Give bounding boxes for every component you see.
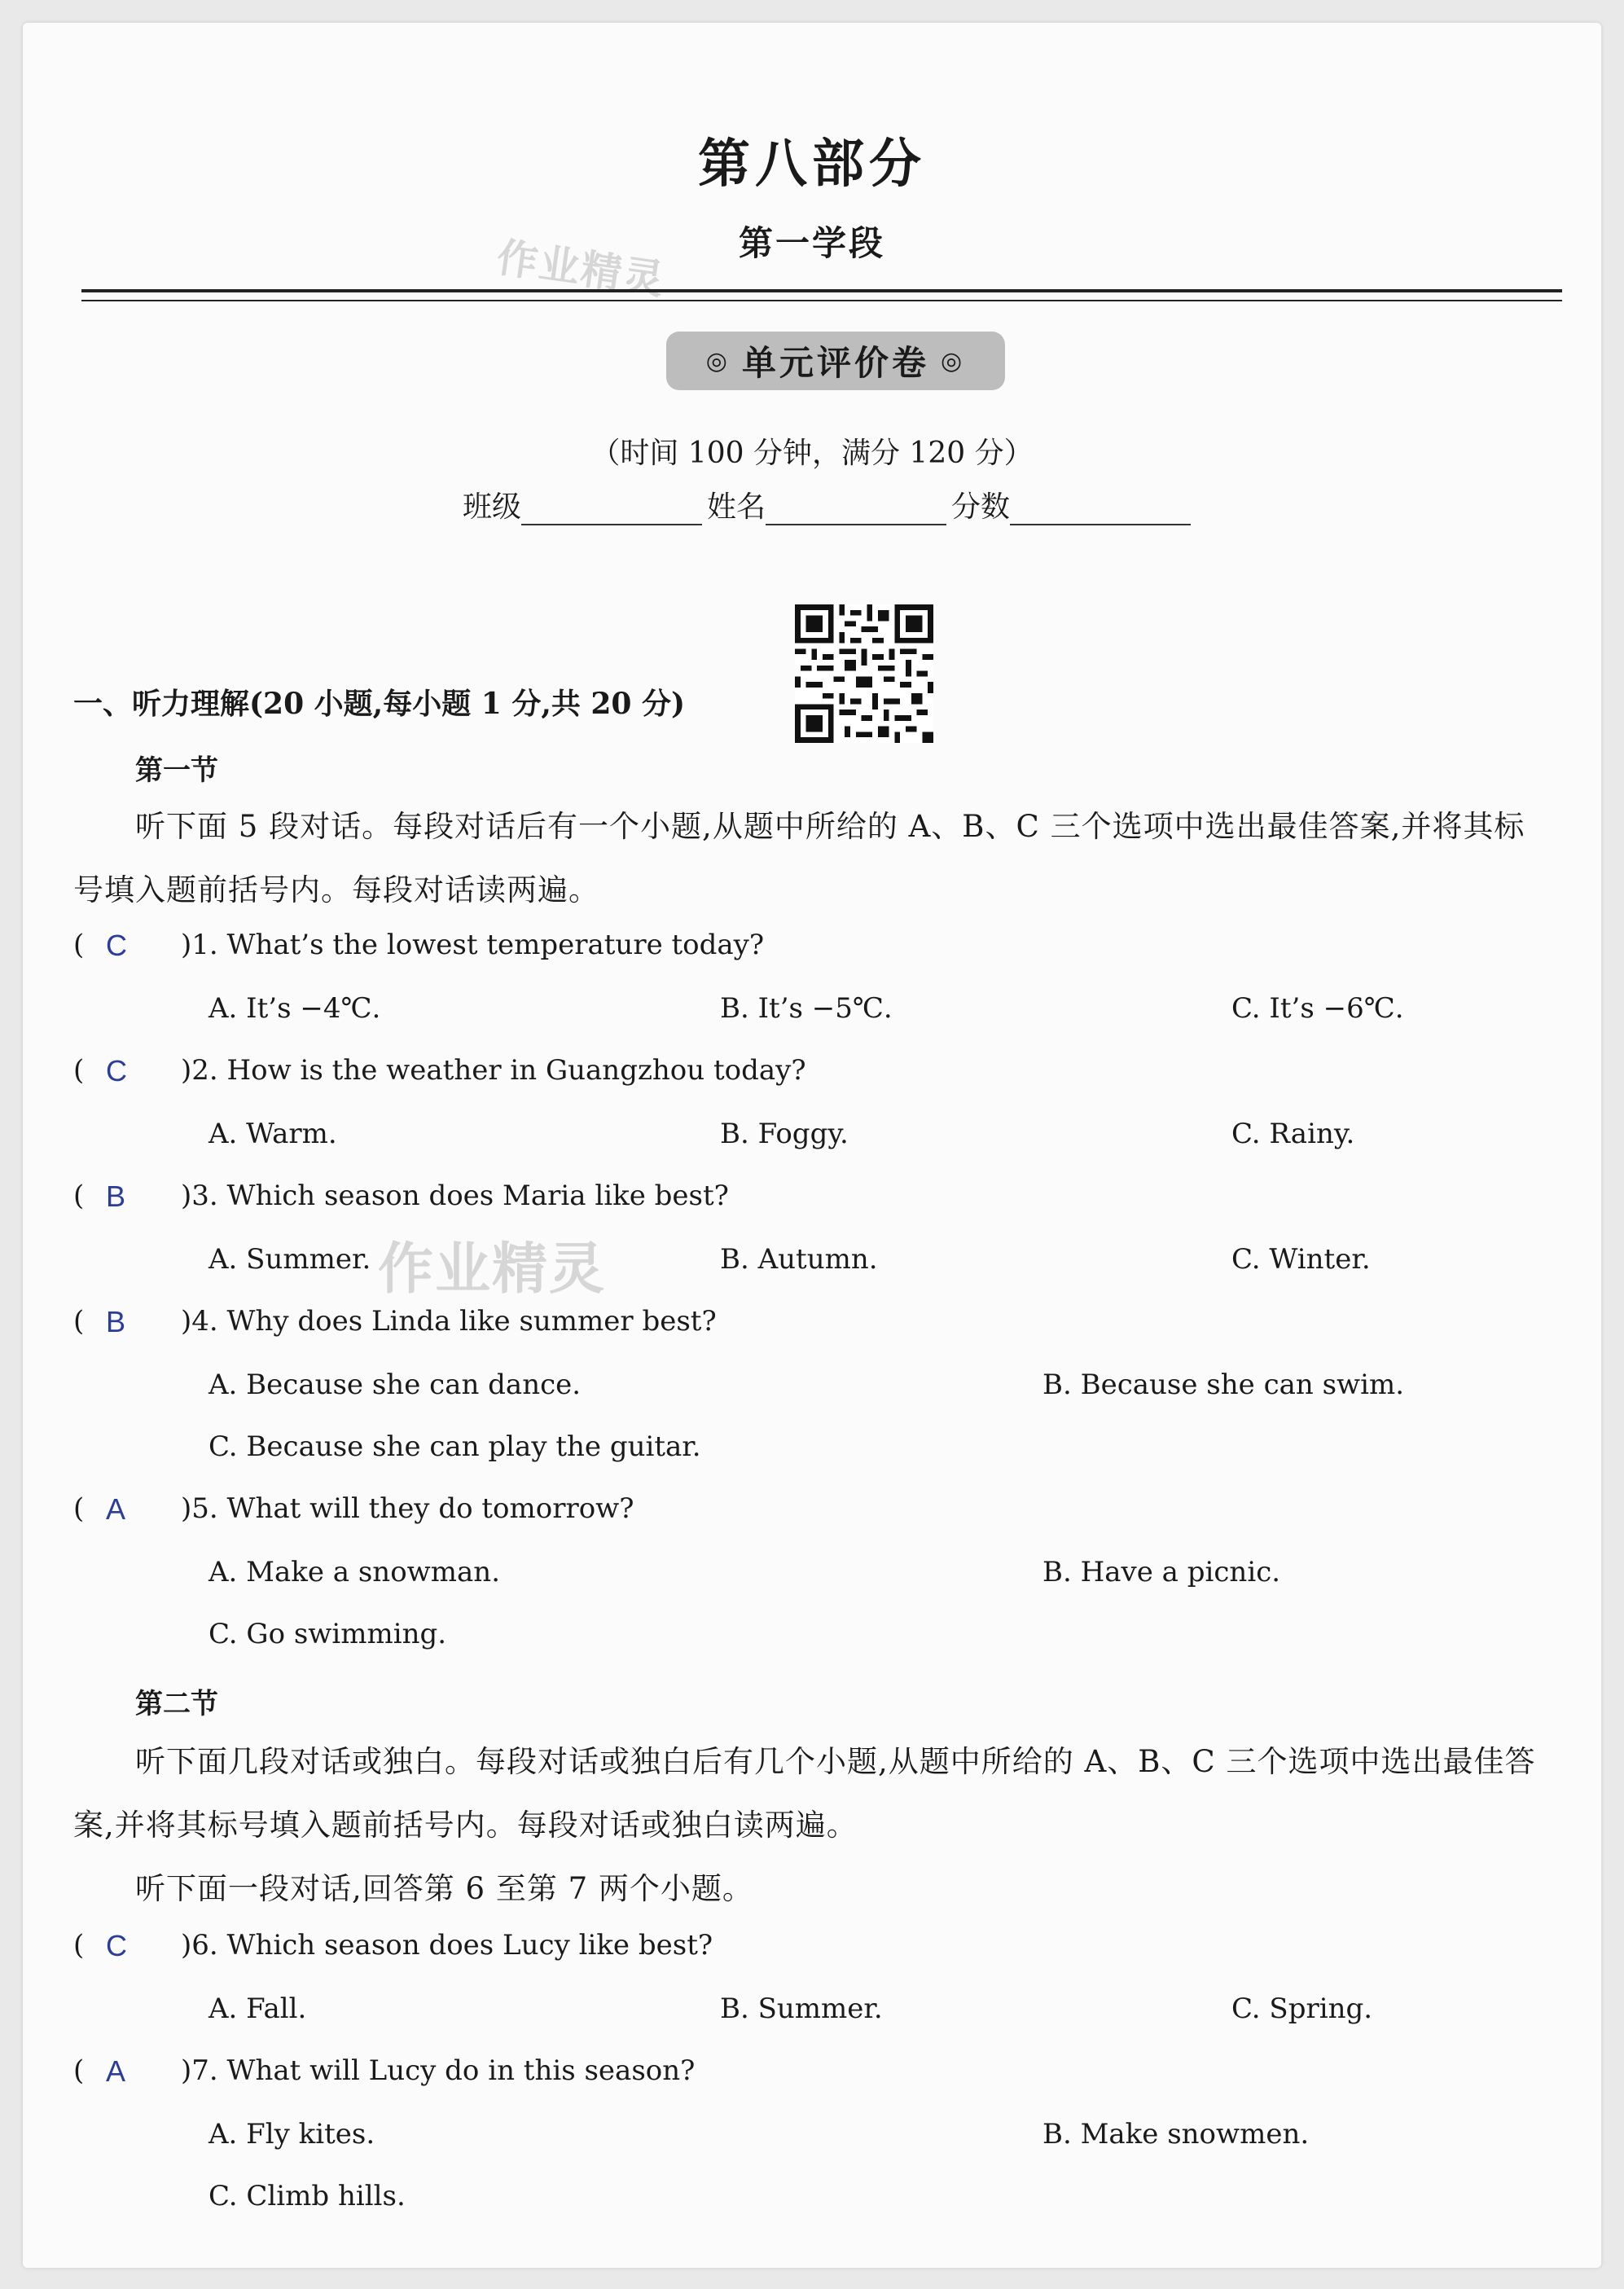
name-field[interactable] [766,491,946,525]
option-c: C. Climb hills. [208,2180,406,2212]
question-stem: )7. What will Lucy do in this season? [181,2054,696,2087]
option-a: A. Because she can dance. [208,1369,582,1401]
answer-paren-open: ( [73,1180,85,1212]
student-info-fields [463,484,1196,525]
part2-sub-instruction: 听下面一段对话,回答第 6 至第 7 两个小题。 [135,1871,753,1906]
answer-mark: A [106,2054,126,2088]
page-subtitle: 第一学段 [738,223,885,263]
class-field[interactable] [521,491,702,525]
answer-mark: C [106,1054,127,1087]
question-stem: )5. What will they do tomorrow? [181,1492,634,1525]
answer-paren-open: ( [73,929,85,961]
option-a: A. It’s −4℃. [208,992,381,1025]
option-a: A. Make a snowman. [208,1556,500,1588]
option-c: C. Rainy. [1231,1118,1355,1150]
qr-code-icon[interactable] [795,604,933,743]
part2-instruction-line2: 案,并将其标号填入题前括号内。每段对话或独白读两遍。 [73,1808,858,1843]
part1-heading: 第一节 [135,754,218,787]
answer-paren-open: ( [73,1054,85,1087]
option-a: A. Fly kites. [208,2118,375,2151]
question-6 [73,1929,713,1962]
option-c: C. Winter. [1231,1243,1371,1276]
option-a: A. Fall. [208,1992,307,2025]
option-b: B. Have a picnic. [1042,1556,1281,1588]
watermark-middle: 作业精灵 [378,1238,607,1300]
time-info: （时间 100 分钟，满分 120 分） [590,437,1034,470]
answer-paren-open: ( [73,1305,85,1338]
class-label: 班级 [463,490,522,524]
question-1 [73,929,764,961]
answer-mark: B [106,1305,126,1338]
option-b: B. Foggy. [720,1118,849,1150]
answer-paren-open: ( [73,1929,85,1962]
option-c: C. Because she can play the guitar. [208,1430,701,1463]
question-2 [73,1054,806,1087]
option-c: C. Spring. [1231,1992,1373,2025]
page-title: 第八部分 [698,134,926,195]
header-rule-thin [81,300,1562,301]
part2-instruction-line1: 听下面几段对话或独白。每段对话或独白后有几个小题,从题中所给的 A、B、C 三个选项中选出最佳答 [135,1744,1536,1779]
answer-mark: A [106,1492,126,1526]
question-stem: )3. Which season does Maria like best? [181,1180,729,1212]
question-stem: )1. What’s the lowest temperature today? [181,929,765,961]
question-stem: )2. How is the weather in Guangzhou today? [181,1054,806,1087]
option-c: C. Go swimming. [208,1618,447,1650]
answer-paren-open: ( [73,2054,85,2087]
answer-mark: B [106,1180,126,1213]
circle-ornament-icon: ◎ [941,346,966,376]
option-a: A. Warm. [208,1118,337,1150]
option-b: B. Make snowmen. [1042,2118,1310,2151]
score-field[interactable] [1010,491,1191,525]
question-5 [73,1492,634,1525]
name-label: 姓名 [707,490,766,524]
answer-mark: C [106,1929,127,1962]
section-heading-listening: 一、听力理解(20 小题,每小题 1 分,共 20 分) [73,687,686,721]
question-stem: )4. Why does Linda like summer best? [181,1305,717,1338]
option-b: B. It’s −5℃. [720,992,893,1025]
score-label: 分数 [951,490,1011,524]
option-b: B. Summer. [720,1992,883,2025]
answer-paren-open: ( [73,1492,85,1525]
part1-instruction-line1: 听下面 5 段对话。每段对话后有一个小题,从题中所给的 A、B、C 三个选项中选出最佳答案,并将其标 [135,809,1525,844]
circle-ornament-icon: ◎ [705,346,731,376]
part2-heading: 第二节 [135,1688,218,1720]
question-3 [73,1180,729,1212]
header-rule-thick [81,289,1562,292]
option-b: B. Autumn. [720,1243,878,1276]
question-7 [73,2054,695,2087]
exam-page [23,23,1601,2268]
badge-label: 单元评价卷 [741,343,929,383]
option-b: B. Because she can swim. [1042,1369,1405,1401]
watermark-top: 作业精灵 [494,234,669,304]
question-stem: )6. Which season does Lucy like best? [181,1929,713,1962]
answer-mark: C [106,929,127,962]
part1-instruction-line2: 号填入题前括号内。每段对话读两遍。 [73,872,599,907]
question-4 [73,1305,717,1338]
option-a: A. Summer. [208,1243,371,1276]
option-c: C. It’s −6℃. [1231,992,1404,1025]
section-badge [666,332,1005,390]
